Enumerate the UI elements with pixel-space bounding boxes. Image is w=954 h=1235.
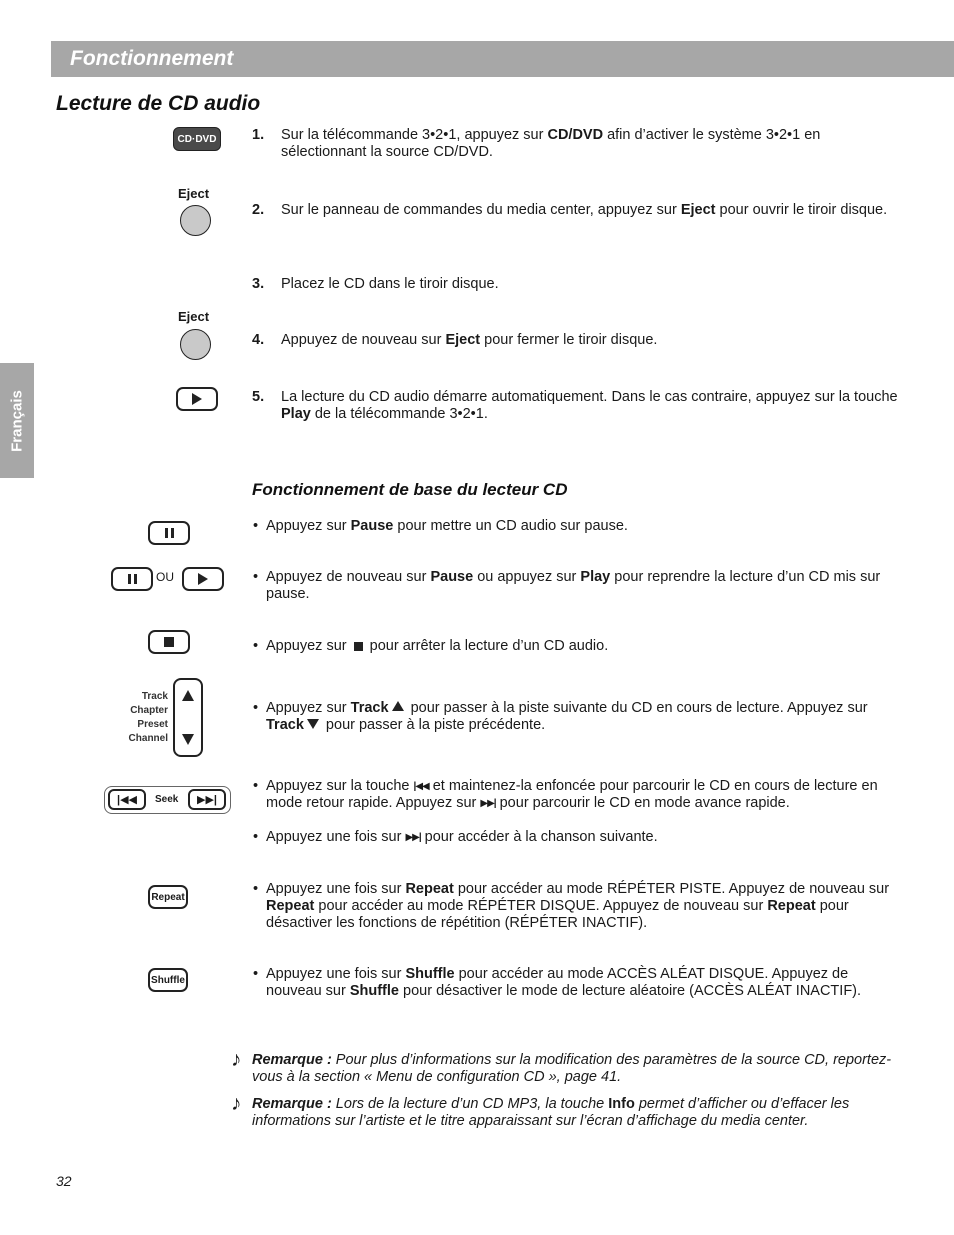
pause-icon — [165, 528, 174, 538]
eject-label: Eject — [178, 186, 210, 201]
pause-button-icon — [148, 521, 190, 545]
fast-forward-icon: ▶▶| — [197, 794, 217, 806]
bullet-resume: • Appuyez de nouveau sur Pause ou appuyez sur Play pour reprendre la lecture d’un CD mis sur pause. — [253, 569, 881, 602]
page-number: 32 — [56, 1173, 72, 1189]
eject-button-icon-2 — [180, 329, 211, 360]
language-tab — [0, 363, 34, 478]
arrow-down-icon — [307, 719, 319, 729]
bullet-seek-a: • Appuyez sur la touche |◀◀ et maintenez-la enfoncée pour parcourir le CD en cours de lecture en mode retour rapide. Appuyez sur ▶▶| pour parcourir le CD en mode avance rapide. — [253, 778, 878, 811]
repeat-button-icon: Repeat — [148, 885, 188, 909]
subsection-title: Fonctionnement de base du lecteur CD — [252, 480, 568, 499]
note-1: ♪ Remarque : Pour plus d’informations sur la modification des paramètres de la source CD, reportez-vous à la section « Menu de configuration CD », page 41. — [231, 1048, 892, 1085]
step-4: 4. Appuyez de nouveau sur Eject pour fermer le tiroir disque. — [252, 332, 658, 348]
play-button-icon — [176, 387, 218, 411]
stop-icon — [354, 642, 363, 651]
bullet-repeat: • Appuyez une fois sur Repeat pour accéder au mode RÉPÉTER PISTE. Appuyez de nouveau sur Repeat pour accéder au mode RÉPÉTER DISQUE. Appuyez de nouveau sur Repeat pour désactiver les fonctions de répétition (RÉPÉTER INACTIF). — [253, 881, 890, 931]
stop-icon — [164, 637, 174, 647]
arrow-up-icon — [392, 701, 404, 711]
eject-label-2: Eject — [178, 309, 210, 324]
step-1: 1. Sur la télécommande 3•2•1, appuyez sur CD/DVD afin d’activer le système 3•2•1 en sélectionnant la source CD/DVD. — [252, 127, 821, 160]
bullet-pause: • Appuyez sur Pause pour mettre un CD audio sur pause. — [253, 518, 628, 534]
arrow-down-icon — [182, 734, 194, 745]
rewind-icon: |◀◀ — [117, 794, 137, 806]
bullet-track: • Appuyez sur Track pour passer à la piste suivante du CD en cours de lecture. Appuyez sur Track pour passer à la piste précédente. — [253, 700, 868, 733]
pause-button-icon-2 — [111, 567, 153, 591]
step-2: 2. Sur le panneau de commandes du media center, appuyez sur Eject pour ouvrir le tiroir disque. — [252, 202, 888, 218]
fast-forward-icon: ▶▶| — [480, 798, 496, 809]
cd-dvd-button-icon: CD·DVD — [173, 127, 221, 151]
track-rocker-icon — [173, 678, 203, 757]
track-rocker-labels: Track Chapter Preset Channel — [128, 691, 168, 744]
eject-button-icon — [180, 205, 211, 236]
language-tab-label: Français — [8, 389, 26, 452]
play-icon — [192, 393, 202, 405]
play-button-icon-2 — [182, 567, 224, 591]
shuffle-button-icon: Shuffle — [148, 968, 188, 992]
pause-icon — [128, 574, 137, 584]
fast-forward-icon: ▶▶| — [405, 832, 421, 843]
header-bar — [51, 41, 954, 77]
or-label: OU — [156, 570, 174, 584]
seek-back-button-icon — [108, 789, 146, 810]
step-5: 5. La lecture du CD audio démarre automatiquement. Dans le cas contraire, appuyez sur la touche Play de la télécommande 3•2•1. — [252, 389, 898, 422]
bullet-stop: • Appuyez sur pour arrêter la lecture d’un CD audio. — [253, 638, 609, 654]
seek-label: Seek — [155, 794, 179, 805]
note-2: ♪ Remarque : Lors de la lecture d’un CD MP3, la touche Info permet d’afficher ou d’effacer les informations sur l’artiste et le titre apparaissant sur l’écran d’affichage du media center. — [231, 1092, 850, 1129]
step-3: 3. Placez le CD dans le tiroir disque. — [252, 276, 499, 292]
seek-forward-button-icon — [188, 789, 226, 810]
music-note-icon: ♪ — [231, 1092, 242, 1115]
stop-button-icon — [148, 630, 190, 654]
music-note-icon: ♪ — [231, 1048, 242, 1071]
rewind-icon: |◀◀ — [413, 781, 429, 792]
bullet-shuffle: • Appuyez une fois sur Shuffle pour accéder au mode ACCÈS ALÉAT DISQUE. Appuyez de nouveau sur Shuffle pour désactiver le mode de lecture aléatoire (ACCÈS ALÉAT INACTIF). — [253, 966, 862, 999]
header-title: Fonctionnement — [70, 47, 234, 70]
section-title: Lecture de CD audio — [56, 92, 261, 115]
bullet-seek-b: • Appuyez une fois sur ▶▶| pour accéder à la chanson suivante. — [253, 829, 658, 845]
play-icon — [198, 573, 208, 585]
arrow-up-icon — [182, 690, 194, 701]
